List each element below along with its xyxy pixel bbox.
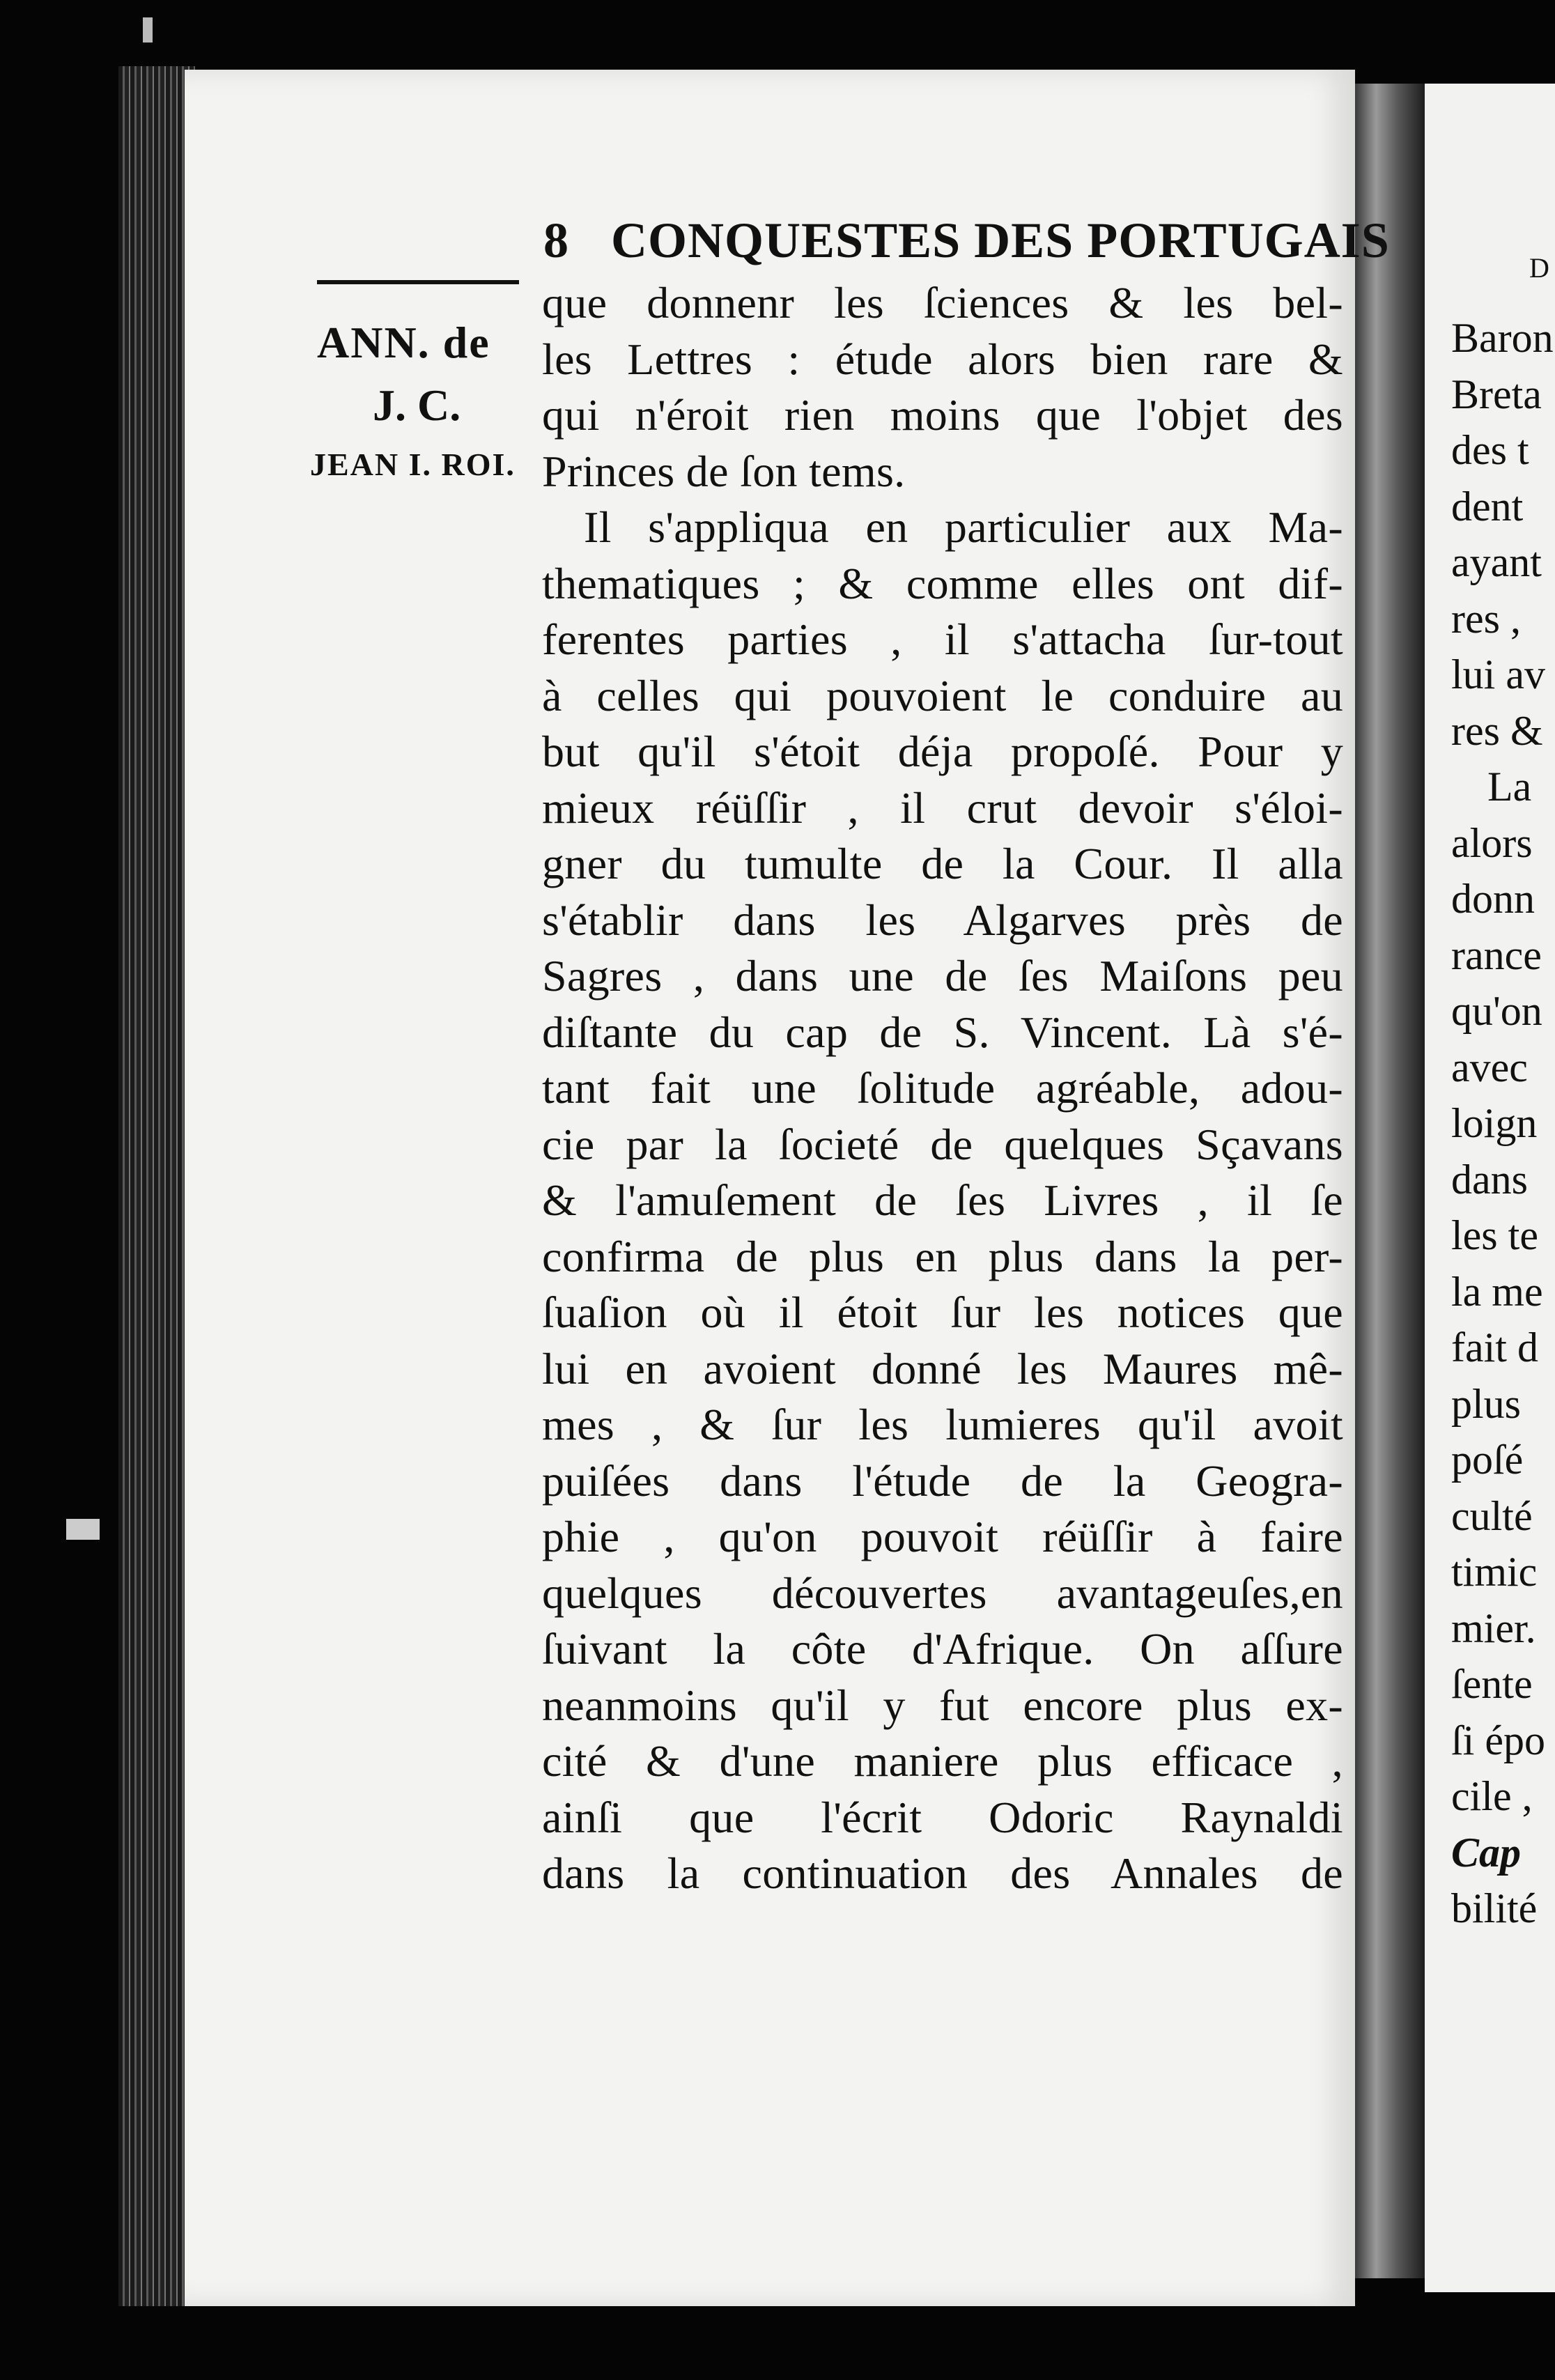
page-number: 8	[543, 212, 569, 268]
body-text	[542, 275, 1343, 1902]
right-page-line: la me	[1451, 1268, 1543, 1315]
right-page-line: Baron	[1451, 315, 1554, 361]
right-page-line: timic	[1451, 1549, 1538, 1595]
right-page-line: Breta	[1451, 371, 1542, 417]
text-line: à celles qui pouvoient le conduire au	[542, 670, 1343, 720]
right-page-line: dent	[1451, 483, 1524, 530]
running-header	[543, 209, 1390, 272]
right-page-line: les te	[1451, 1212, 1538, 1258]
right-page-line: ſi épo	[1451, 1717, 1545, 1763]
right-page-line: loign	[1451, 1100, 1538, 1146]
text-line: Princes de ſon tems.	[542, 446, 906, 496]
text-line: cité & d'une maniere plus efficace ,	[542, 1736, 1343, 1786]
right-page-line: lui av	[1451, 651, 1545, 697]
right-page-line: alors	[1451, 819, 1533, 866]
right-page-line: cile ,	[1451, 1773, 1533, 1819]
book-binding	[118, 66, 195, 2306]
scan-speck	[143, 17, 153, 42]
text-line: mieux réüſſir , il crut devoir s'éloi-	[542, 782, 1343, 833]
text-line: cie par la ſocieté de quelques Sçavans	[542, 1119, 1343, 1169]
text-line: Il s'appliqua en particulier aux Ma-	[584, 502, 1343, 552]
right-page-line: fait d	[1451, 1324, 1538, 1370]
text-line: diſtante du cap de S. Vincent. Là s'é-	[542, 1007, 1343, 1057]
text-line: s'établir dans les Algarves près de	[542, 895, 1343, 945]
right-page-line: dans	[1451, 1156, 1528, 1203]
margin-note-year-label: ANN. de	[317, 318, 490, 367]
scan-speck	[66, 1519, 100, 1540]
right-page-line: rance	[1451, 932, 1542, 978]
margin-note-era: J. C.	[373, 380, 461, 430]
page-gutter	[1355, 84, 1425, 2278]
right-page-line: ſente	[1451, 1661, 1533, 1707]
right-page-line: res &	[1451, 707, 1543, 754]
right-page-line: avec	[1451, 1044, 1528, 1090]
text-line: ſuaſion où il étoit ſur les notices que	[542, 1288, 1343, 1337]
text-line: confirma de plus en plus dans la per-	[542, 1231, 1343, 1281]
text-line: ainſi que l'écrit Odoric Raynaldi	[542, 1792, 1343, 1842]
margin-note-king: JEAN I. ROI.	[310, 447, 516, 482]
right-page-line: poſé	[1451, 1437, 1524, 1483]
text-line: qui n'éroit rien moins que l'objet des	[542, 390, 1343, 440]
right-page	[1425, 84, 1555, 2292]
text-line: phie , qu'on pouvoit réüſſir à faire	[542, 1512, 1343, 1561]
text-line: lui en avoient donné les Maures mê-	[542, 1343, 1343, 1393]
text-line: les Lettres : étude alors bien rare &	[542, 334, 1343, 384]
text-line: thematiques ; & comme elles ont dif-	[542, 558, 1343, 608]
text-line: puiſées dans l'étude de la Geogra-	[542, 1455, 1343, 1506]
text-line: mes , & ſur les lumieres qu'il avoit	[542, 1400, 1343, 1449]
right-page-line: bilité	[1451, 1885, 1538, 1931]
right-page-header: D	[1529, 252, 1549, 284]
right-page-line: mier.	[1451, 1605, 1536, 1651]
right-page-line: plus	[1451, 1380, 1522, 1427]
right-page-line: res ,	[1451, 595, 1521, 642]
text-line: dans la continuation des Annales de	[542, 1848, 1343, 1898]
text-line: ſuivant la côte d'Afrique. On aſſure	[542, 1624, 1343, 1674]
text-line: Sagres , dans une de ſes Maiſons peu	[542, 951, 1343, 1000]
text-line: ferentes parties , il s'attacha ſur-tout	[542, 615, 1343, 664]
right-page-line: ayant	[1451, 539, 1542, 585]
text-line: quelques découvertes avantageuſes,en	[542, 1568, 1343, 1618]
right-page-line: des t	[1451, 427, 1529, 473]
right-page-line: culté	[1451, 1492, 1533, 1539]
text-line: but qu'il s'étoit déja propoſé. Pour y	[542, 727, 1343, 776]
right-page-line: qu'on	[1451, 988, 1542, 1034]
text-line: neanmoins qu'il y fut encore plus ex-	[542, 1680, 1343, 1730]
right-page-line: donn	[1451, 876, 1535, 922]
margin-rule	[317, 280, 519, 284]
text-line: tant fait une ſolitude agréable, adou-	[542, 1063, 1343, 1113]
text-line: & l'amuſement de ſes Livres , il ſe	[542, 1175, 1343, 1225]
right-page-line: Cap	[1451, 1829, 1522, 1876]
right-page-line: La	[1487, 764, 1532, 810]
text-line: que donnenr les ſciences & les bel-	[542, 278, 1343, 327]
text-line: gner du tumulte de la Cour. Il alla	[542, 839, 1343, 888]
running-title: CONQUESTES DES PORTUGAIS	[611, 212, 1390, 268]
